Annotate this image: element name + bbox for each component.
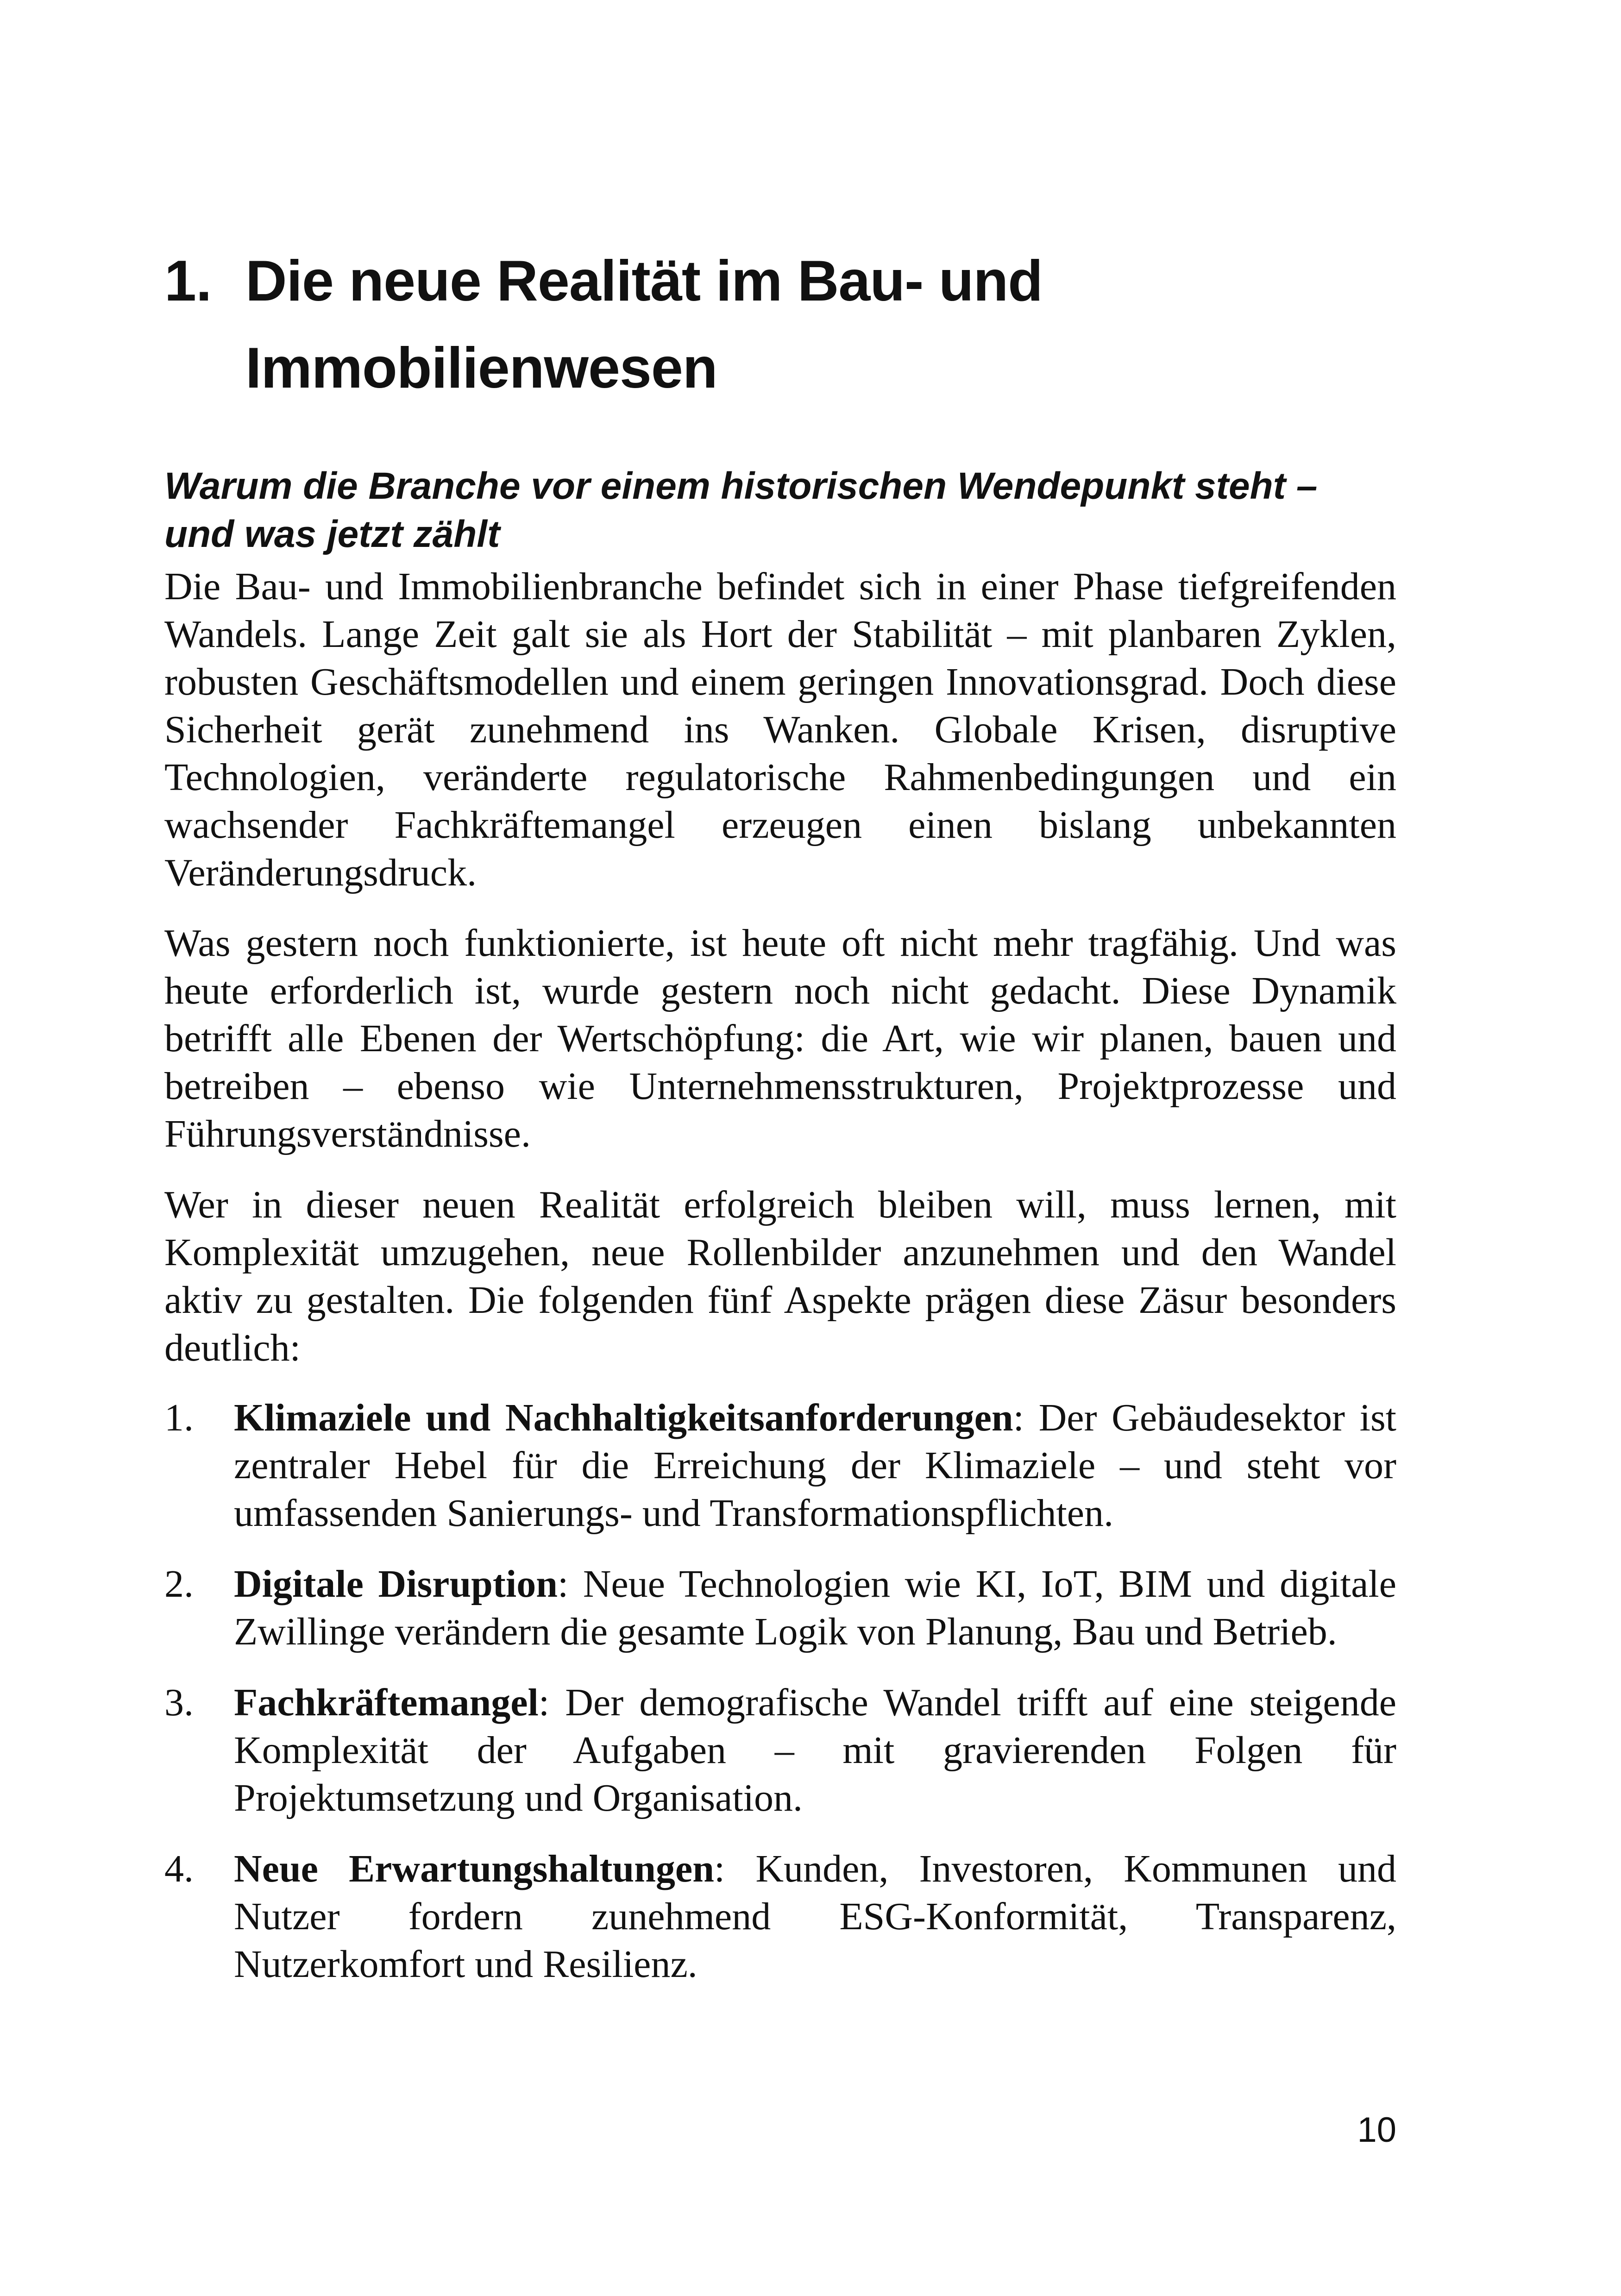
list-item-text: : Kunden, Investoren, Kommunen und Nutzer fordern zunehmend ESG-Konformität, Transparenz, Nutzerkomfort und Resilienz. <box>234 1847 1396 1986</box>
list-item <box>164 1560 1396 1656</box>
list-item <box>164 1679 1396 1822</box>
list-item-term: Fachkräftemangel <box>234 1681 539 1724</box>
section-subtitle: Warum die Branche vor einem historischen Wendepunkt steht – und was jetzt zählt <box>164 465 1318 556</box>
chapter-number: 1. <box>164 249 212 314</box>
list-marker: 4. <box>164 1847 194 1890</box>
list-item-term: Neue Erwartungshaltungen <box>234 1847 714 1890</box>
body-paragraph: Wer in dieser neuen Realität erfolgreich bleiben will, muss lernen, mit Komplexität umzugehen, neue Rollenbilder anzunehmen und den Wandel aktiv zu gestalten. Die folgenden fünf Aspekte prägen diese Zäsur besonders deutlich: <box>164 1183 1396 1369</box>
list-marker: 2. <box>164 1562 194 1606</box>
chapter-title: Die neue Realität im Bau- und Immobilienwesen <box>245 249 1043 401</box>
body-paragraph: Die Bau- und Immobilienbranche befindet sich in einer Phase tiefgreifenden Wandels. Lange Zeit galt sie als Hort der Stabilität – mit planbaren Zyklen, robusten Geschäftsmodellen und einem geringen Innovationsgrad. Doch diese Sicherheit gerät zunehmend ins Wanken. Globale Krisen, disruptive Technologien, veränderte regulatorische Rahmenbedingungen und ein wachsender Fachkräftemangel erzeugen einen bislang unbekannten Veränderungsdruck. <box>164 565 1396 894</box>
list-marker: 1. <box>164 1396 194 1439</box>
list-item-text: : Der Gebäudesektor ist zentraler Hebel für die Erreichung der Klimaziele – und steht vor umfassenden Sanierungs- und Transformationspflichten. <box>234 1396 1396 1535</box>
list-item-text: : Der demografische Wandel trifft auf eine steigende Komplexität der Aufgaben – mit gravierenden Folgen für Projektumsetzung und Organisation. <box>234 1681 1396 1819</box>
list-item-term: Klimaziele und Nachhaltigkeitsanforderungen <box>234 1396 1013 1439</box>
list-marker: 3. <box>164 1681 194 1724</box>
list-item <box>164 1845 1396 1988</box>
body-paragraph: Was gestern noch funktionierte, ist heute oft nicht mehr tragfähig. Und was heute erforderlich ist, wurde gestern noch nicht gedacht. Diese Dynamik betrifft alle Ebenen der Wertschöpfung: die Art, wie wir planen, bauen und betreiben – ebenso wie Unternehmensstrukturen, Projektprozesse und Führungsverständnisse. <box>164 922 1396 1155</box>
page-number: 10 <box>1357 2110 1396 2150</box>
list-item-text: : Neue Technologien wie KI, IoT, BIM und digitale Zwillinge verändern die gesamte Logik von Planung, Bau und Betrieb. <box>234 1562 1397 1653</box>
list-item <box>164 1394 1396 1537</box>
aspects-list <box>164 1394 1396 2011</box>
list-item-term: Digitale Disruption <box>234 1562 558 1606</box>
